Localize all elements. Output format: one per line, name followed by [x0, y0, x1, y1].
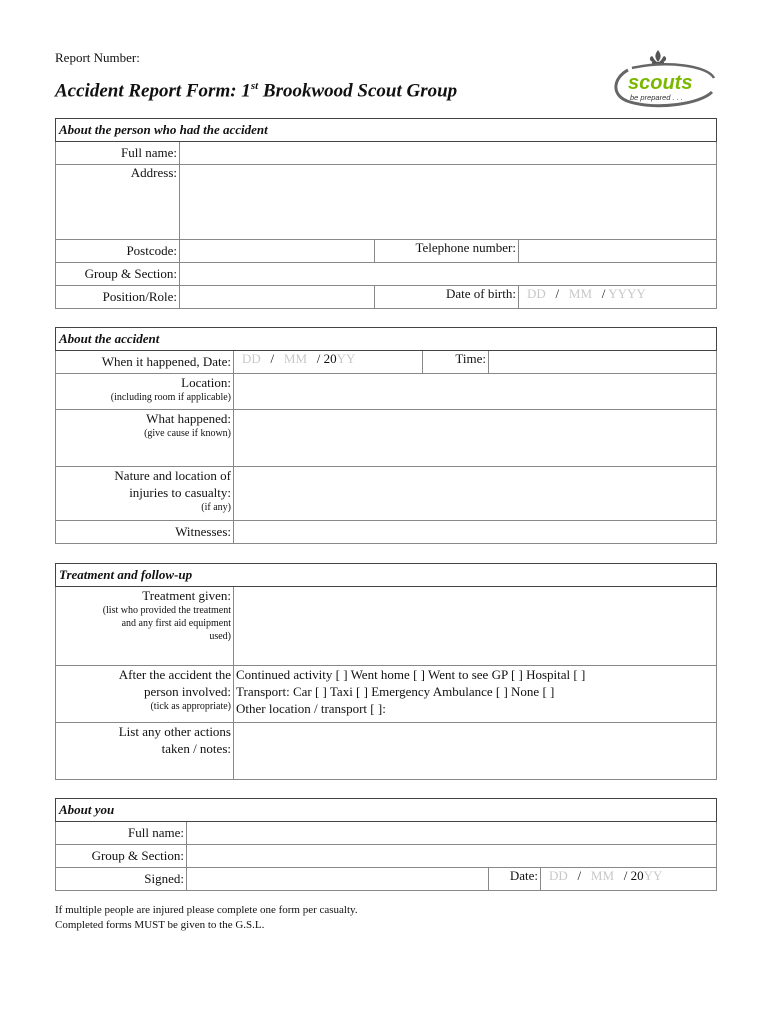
your-full-name-field[interactable] [187, 822, 717, 845]
full-name-field[interactable] [180, 142, 717, 165]
accident-date-field[interactable]: DD / MM / 20YY [234, 351, 423, 374]
other-actions-field[interactable] [234, 723, 717, 780]
accident-section-heading: About the accident [56, 328, 717, 351]
your-group-section-field[interactable] [187, 845, 717, 868]
fleur-de-lis-icon [650, 50, 666, 64]
when-date-label: When it happened, Date: [56, 351, 234, 374]
after-accident-label: After the accident the person involved: (tick as appropriate) [56, 666, 234, 723]
treatment-section-heading: Treatment and follow-up [56, 564, 717, 587]
your-group-section-label: Group & Section: [56, 845, 187, 868]
accident-section [55, 327, 717, 544]
after-accident-options[interactable] [234, 666, 717, 723]
location-label: Location: (including room if applicable) [56, 374, 234, 410]
options-line-2[interactable]: Transport: Car [ ] Taxi [ ] Emergency Ambulance [ ] None [ ] [236, 684, 555, 699]
person-section [55, 118, 717, 309]
options-line-1[interactable]: Continued activity [ ] Went home [ ] Went to see GP [ ] Hospital [ ] [236, 667, 586, 682]
group-section-label: Group & Section: [56, 263, 180, 286]
footer-notes [55, 903, 358, 933]
about-you-section [55, 798, 717, 891]
treatment-section [55, 563, 717, 780]
logo-wordmark: scouts [628, 72, 693, 94]
what-happened-field[interactable] [234, 410, 717, 467]
telephone-field[interactable] [519, 240, 717, 263]
witnesses-label: Witnesses: [56, 521, 234, 544]
location-field[interactable] [234, 374, 717, 410]
dob-field[interactable]: DD / MM / YYYY [519, 286, 717, 309]
injuries-label: Nature and location of injuries to casualty: (if any) [56, 467, 234, 521]
footer-line-2: Completed forms MUST be given to the G.S.L. [55, 919, 265, 931]
signature-field[interactable] [187, 868, 489, 891]
footer-line-1: If multiple people are injured please complete one form per casualty. [55, 904, 358, 916]
options-line-3[interactable]: Other location / transport [ ]: [236, 701, 386, 716]
logo-tagline: be prepared . . . [630, 93, 683, 102]
position-role-field[interactable] [180, 286, 375, 309]
dob-dd: DD [527, 286, 546, 301]
position-role-label: Position/Role: [56, 286, 180, 309]
group-section-field[interactable] [180, 263, 717, 286]
address-field[interactable] [180, 165, 717, 240]
treatment-given-label: Treatment given: (list who provided the treatment and any first aid equipment used) [56, 587, 234, 666]
address-label: Address: [56, 165, 180, 240]
dob-yyyy: YYYY [608, 286, 646, 301]
postcode-label: Postcode: [56, 240, 180, 263]
report-number-label: Report Number: [55, 50, 140, 65]
signed-label: Signed: [56, 868, 187, 891]
sign-date-field[interactable]: DD / MM / 20YY [541, 868, 717, 891]
injuries-field[interactable] [234, 467, 717, 521]
sign-date-label: Date: [489, 868, 541, 891]
dob-label: Date of birth: [375, 286, 519, 309]
other-actions-label: List any other actions taken / notes: [56, 723, 234, 780]
about-you-section-heading: About you [56, 799, 717, 822]
witnesses-field[interactable] [234, 521, 717, 544]
what-happened-label: What happened: (give cause if known) [56, 410, 234, 467]
telephone-label: Telephone number: [375, 240, 519, 263]
your-full-name-label: Full name: [56, 822, 187, 845]
scouts-logo [608, 48, 718, 112]
dob-mm: MM [568, 286, 593, 301]
person-section-heading: About the person who had the accident [56, 119, 717, 142]
treatment-given-field[interactable] [234, 587, 717, 666]
postcode-field[interactable] [180, 240, 375, 263]
page-title: Accident Report Form: 1st Brookwood Scout Group [55, 80, 458, 102]
full-name-label: Full name: [56, 142, 180, 165]
time-field[interactable] [489, 351, 717, 374]
time-label: Time: [423, 351, 489, 374]
